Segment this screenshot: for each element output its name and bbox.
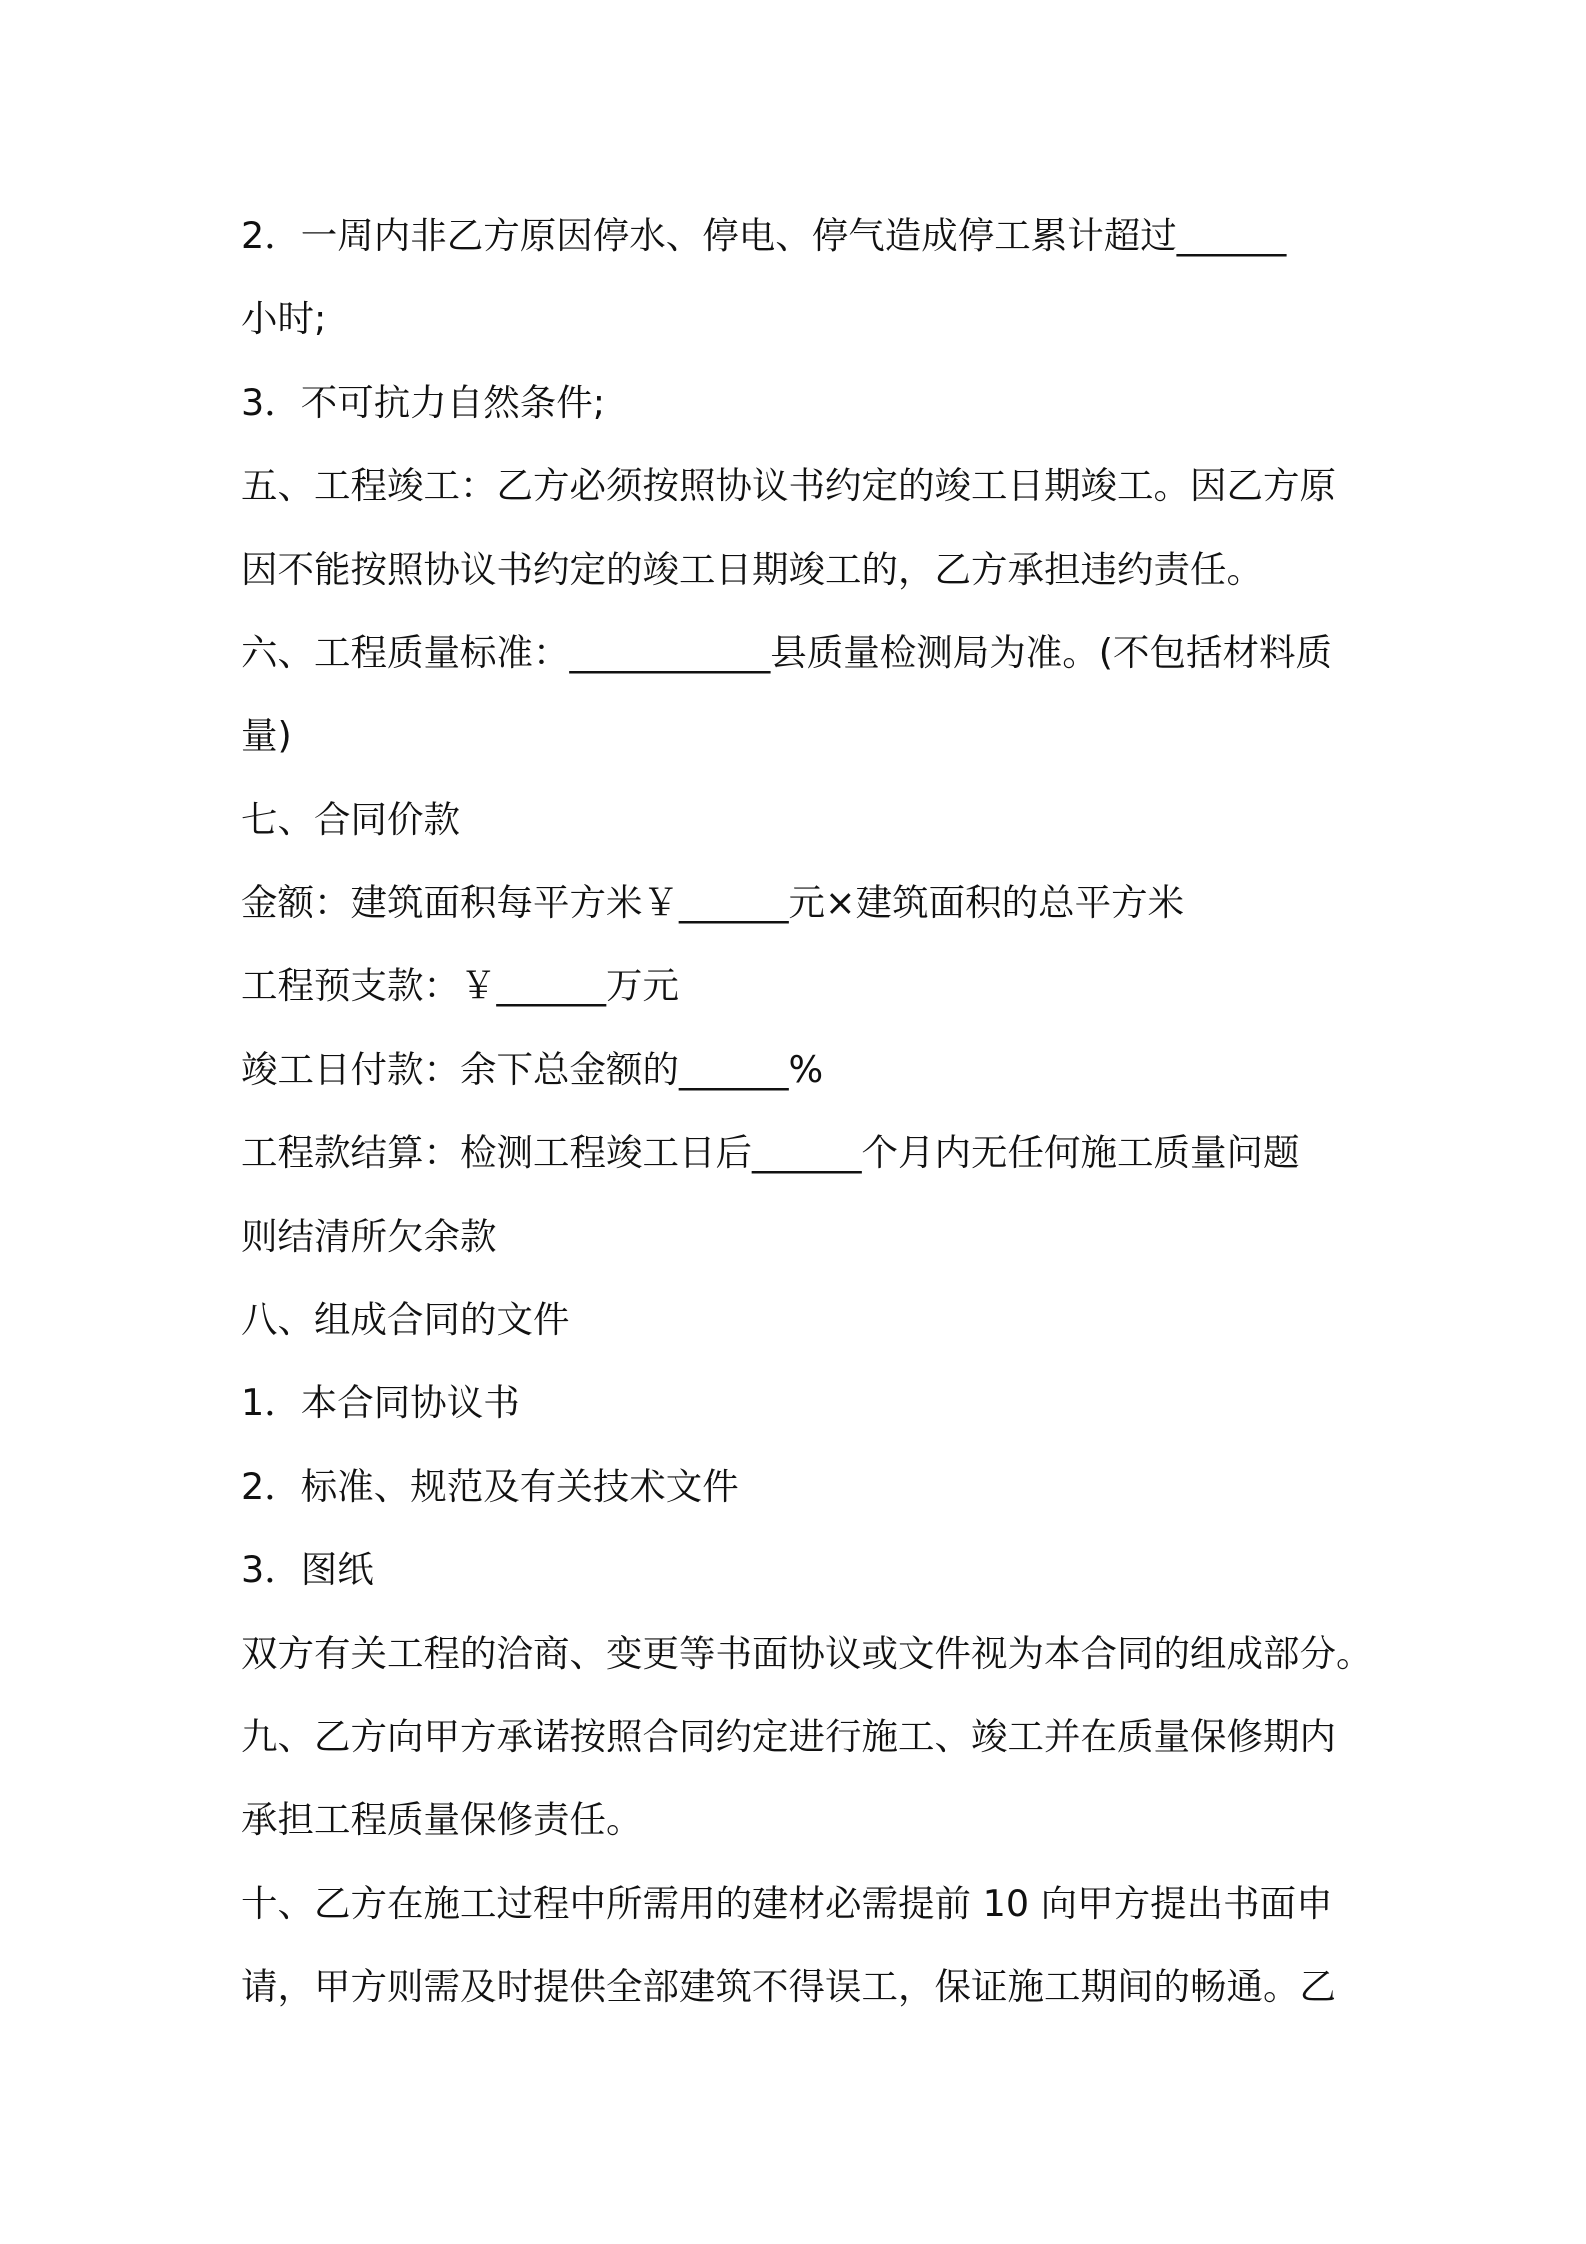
list-item: 2．标准、规范及有关技术文件 (241, 1465, 739, 1508)
text-line: 承担工程质量保修责任。 (241, 1798, 643, 1841)
text-line: 小时; (241, 297, 327, 340)
text-line: 2．一周内非乙方原因停水、停电、停气造成停工累计超过______ (241, 214, 1287, 257)
text-line: 金额：建筑面积每平方米￥______元×建筑面积的总平方米 (241, 881, 1185, 924)
text-line: 九、乙方向甲方承诺按照合同约定进行施工、竣工并在质量保修期内 (241, 1715, 1336, 1758)
list-item: 3．图纸 (241, 1548, 374, 1591)
text-line: 十、乙方在施工过程中所需用的建材必需提前 10 向甲方提出书面申 (241, 1882, 1333, 1925)
text-line: 3．不可抗力自然条件; (241, 381, 606, 424)
list-item: 1．本合同协议书 (241, 1381, 520, 1424)
text-line: 因不能按照协议书约定的竣工日期竣工的，乙方承担违约责任。 (241, 548, 1263, 591)
section-heading: 七、合同价款 (241, 798, 460, 841)
text-line: 六、工程质量标准：___________县质量检测局为准。(不包括材料质 (241, 631, 1332, 674)
text-line: 五、工程竣工：乙方必须按照协议书约定的竣工日期竣工。因乙方原 (241, 464, 1336, 507)
text-line: 请，甲方则需及时提供全部建筑不得误工，保证施工期间的畅通。乙 (241, 1965, 1336, 2008)
text-line: 工程预支款：￥______万元 (241, 964, 679, 1007)
text-line: 双方有关工程的洽商、变更等书面协议或文件视为本合同的组成部分。 (241, 1632, 1373, 1675)
text-line: 工程款结算：检测工程竣工日后______个月内无任何施工质量问题 (241, 1131, 1300, 1174)
text-line: 量) (241, 714, 292, 757)
text-line: 竣工日付款：余下总金额的______% (241, 1048, 824, 1091)
section-heading: 八、组成合同的文件 (241, 1298, 570, 1341)
text-line: 则结清所欠余款 (241, 1215, 497, 1258)
